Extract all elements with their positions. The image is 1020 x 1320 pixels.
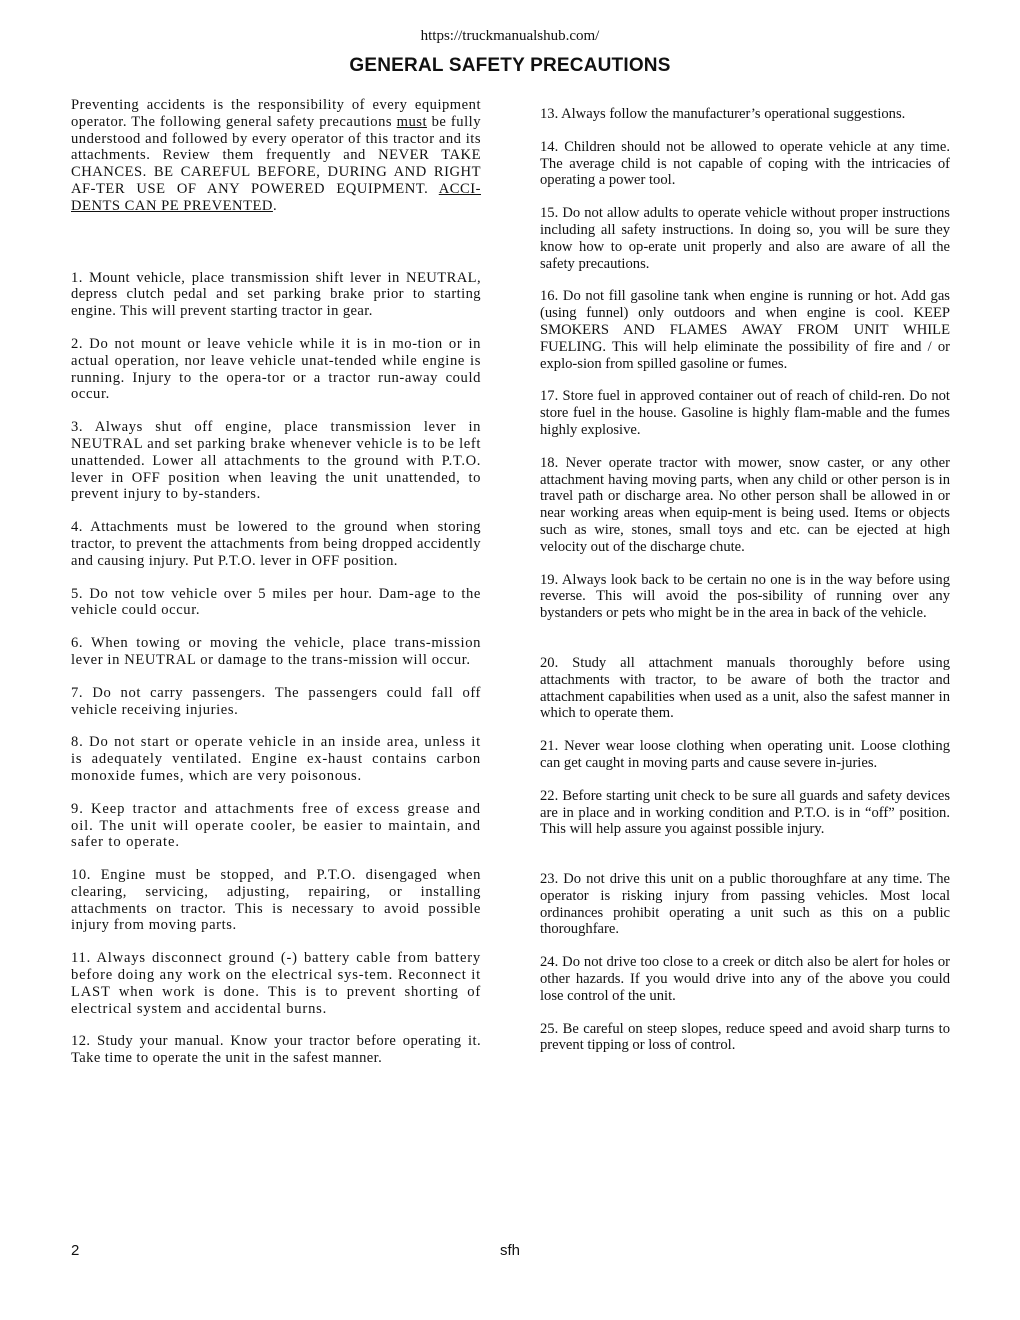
list-item: 6. When towing or moving the vehicle, place trans-mission lever in NEUTRAL or damage to the trans-mission will occur. (71, 635, 481, 668)
intro-text-2: be fully understood and followed by every operator of this tractor and its attachments. Review them frequently and NEVER TAKE CHANCES. BE CAREFUL BEFORE, DURING AND RIGHT AF-TER USE OF ANY POWERED EQUIPMENT. (71, 113, 481, 197)
list-item: 10. Engine must be stopped, and P.T.O. disengaged when clearing, servicing, adjusting, repairing, or installing attachments on tractor. This is necessary to avoid possible injury from moving parts. (71, 867, 481, 934)
list-item: 4. Attachments must be lowered to the ground when storing tractor, to prevent the attachments from being dropped accidently and causing injury. Put P.T.O. lever in OFF position. (71, 519, 481, 569)
list-item: 1. Mount vehicle, place transmission shift lever in NEUTRAL, depress clutch pedal and set parking brake prior to starting engine. This will prevent starting tractor in gear. (71, 269, 481, 320)
list-item: 3. Always shut off engine, place transmission lever in NEUTRAL and set parking brake whenever vehicle is to be left unattended. Lower all attachments to the ground with P.T.O. lever in OFF position when leaving the unit unattended, to prevent injury to by-standers. (71, 419, 481, 503)
list-item: 24. Do not drive too close to a creek or ditch also be alert for holes or other hazards. If you would drive into any of the above you could lose control of the unit. (540, 954, 950, 1004)
list-item: 15. Do not allow adults to operate vehicle without proper instructions including all safety instructions. In doing so, you will be sure they know how to op-erate unit properly and also are aware of all the safety precautions. (540, 205, 950, 272)
list-item: 19. Always look back to be certain no one is in the way before using reverse. This will avoid the pos-sibility of running over any bystanders or pets who might be in the area in back of the vehicle. (540, 571, 950, 622)
list-item: 9. Keep tractor and attachments free of excess grease and oil. The unit will operate cooler, be easier to maintain, and safer to operate. (71, 800, 481, 851)
list-item: 14. Children should not be allowed to operate vehicle at any time. The average child is not capable of coping with the intricacies of operating a power tool. (540, 138, 950, 189)
intro-closing: ACCI-DENTS CAN PE PREVENTED (71, 180, 481, 214)
list-item: 23. Do not drive this unit on a public thoroughfare at any time. The operator is risking injury from passing vehicles. Most local ordinances prohibit operating a unit such as this on a public thoroughfare. (540, 871, 950, 938)
list-item: 12. Study your manual. Know your tractor before operating it. Take time to operate the unit in the safest manner. (71, 1033, 481, 1067)
intro-period: . (272, 197, 278, 214)
list-item: 8. Do not start or operate vehicle in an inside area, unless it is adequately ventilated. Engine ex-haust contains carbon monoxide fumes, which are very poisonous. (71, 734, 481, 784)
list-item: 16. Do not fill gasoline tank when engine is running or hot. Add gas (using funnel) only outdoors and when engine is cool. KEEP SMOKERS AND FLAMES AWAY FROM UNIT WHILE FUELING. This will help eliminate the possibility of fire and / or explo-sion from spilled gasoline or fumes. (540, 288, 950, 372)
source-url: https://truckmanualshub.com/ (420, 28, 600, 44)
right-column (540, 106, 950, 1054)
list-item: 25. Be careful on steep slopes, reduce speed and avoid sharp turns to prevent tipping or loss of control. (540, 1020, 950, 1054)
intro-text-1: Preventing accidents is the responsibility of every equipment operator. The following general safety precautions (71, 97, 481, 130)
page-number: 2 (71, 1242, 80, 1259)
list-item: 22. Before starting unit check to be sure all guards and safety devices are in place and in working condition and P.T.O. is in “off” position. This will help assure you against possible injury. (540, 787, 950, 838)
list-item: 11. Always disconnect ground (-) battery cable from battery before doing any work on the electrical sys-tem. Reconnect it LAST when work is done. This is to prevent shorting of electrical system and accidental burns. (71, 950, 481, 1017)
list-item: 13. Always follow the manufacturer’s operational suggestions. (540, 106, 906, 122)
list-item: 7. Do not carry passengers. The passengers could fall off vehicle receiving injuries. (71, 684, 481, 718)
intro-must: must (396, 113, 428, 130)
page-title: GENERAL SAFETY PRECAUTIONS (349, 55, 671, 76)
list-item: 5. Do not tow vehicle over 5 miles per hour. Dam-age to the vehicle could occur. (71, 585, 481, 619)
intro-paragraph (71, 97, 481, 215)
list-item: 2. Do not mount or leave vehicle while it is in mo-tion or in actual operation, nor leave vehicle unat-tended while engine is running. Injury to the opera-tor or a tractor run-away could occur. (71, 335, 481, 403)
list-item: 20. Study all attachment manuals thoroughly before using attachments with tractor, to be aware of both the tractor and attachment capabilities when used as a unit, also the safest manner in which to operate them. (540, 654, 950, 722)
footer-mark: sfh (499, 1242, 520, 1259)
list-item: 21. Never wear loose clothing when operating unit. Loose clothing can get caught in moving parts and cause severe in-juries. (540, 738, 950, 771)
list-item: 18. Never operate tractor with mower, snow caster, or any other attachment having moving parts, when any child or other person is in travel path or discharge area. No other person shall be allowed in or near working areas when equip-ment is being used. Items or objects such as wire, stones, small toys and etc. can be ejected at high velocity out of the discharge chute. (540, 454, 950, 555)
list-item: 17. Store fuel in approved container out of reach of child-ren. Do not store fuel in the house. Gasoline is highly flam-mable and the fumes highly explosive. (540, 388, 950, 438)
left-column (71, 97, 481, 1067)
